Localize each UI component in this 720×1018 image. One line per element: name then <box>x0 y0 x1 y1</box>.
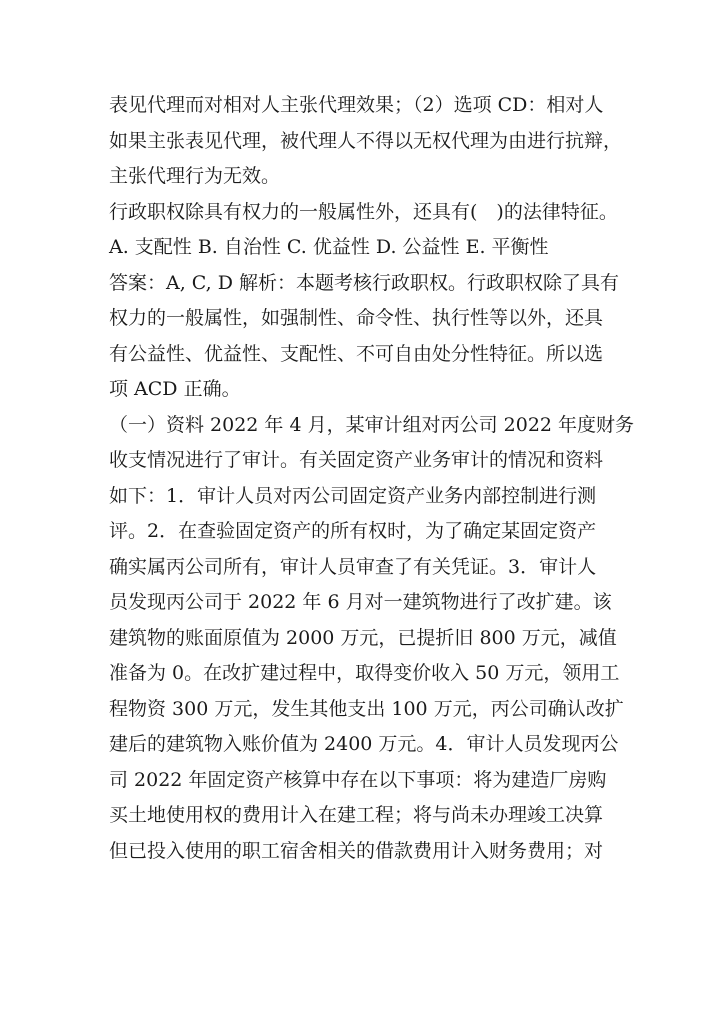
text-line: 表见代理而对相对人主张代理效果；（2）选项 CD：相对人 <box>109 94 604 116</box>
question-line: 行政职权除具有权力的一般属性外，还具有( )的法律特征。 <box>109 200 618 223</box>
text-line: 主张代理行为无效。 <box>109 165 281 187</box>
text-line: 司 2022 年固定资产核算中存在以下事项：将为建造厂房购 <box>109 768 607 791</box>
text-line: 评。2．在查验固定资产的所有权时，为了确定某固定资产 <box>109 520 597 542</box>
text-line: 建筑物的账面原值为 2000 万元，已提折旧 800 万元，减值 <box>109 626 617 649</box>
text-line: 如果主张表见代理，被代理人不得以无权代理为由进行抗辩， <box>109 129 623 152</box>
text-line: 权力的一般属性，如强制性、命令性、执行性等以外，还具 <box>109 307 604 329</box>
text-line: 收支情况进行了审计。有关固定资产业务审计的情况和资料 <box>109 449 604 471</box>
text-line: 建后的建筑物入账价值为 2400 万元。4．审计人员发现丙公 <box>109 733 619 755</box>
text-line: 员发现丙公司于 2022 年 6 月对一建筑物进行了改扩建。该 <box>109 591 612 613</box>
text-line: 准备为 0。在改扩建过程中，取得变价收入 50 万元，领用工 <box>109 662 620 684</box>
options-line: A. 支配性 B. 自治性 C. 优益性 D. 公益性 E. 平衡性 <box>109 236 549 258</box>
answer-line: 答案：A, C, D 解析：本题考核行政职权。行政职权除了具有 <box>109 271 620 294</box>
text-line: 有公益性、优益性、支配性、不可自由处分性特征。所以选 <box>109 342 604 365</box>
text-line: 项 ACD 正确。 <box>109 378 241 400</box>
text-line: 如下：1．审计人员对丙公司固定资产业务内部控制进行测 <box>109 484 597 507</box>
text-line: 买土地使用权的费用计入在建工程；将与尚未办理竣工决算 <box>109 804 604 826</box>
document-body <box>109 88 635 869</box>
text-line: 确实属丙公司所有，审计人员审查了有关凭证。3．审计人 <box>109 555 597 578</box>
case-heading-line: （一）资料 2022 年 4 月，某审计组对丙公司 2022 年度财务 <box>109 413 635 436</box>
text-line: 程物资 300 万元，发生其他支出 100 万元，丙公司确认改扩 <box>109 697 624 720</box>
text-line: 但已投入使用的职工宿舍相关的借款费用计入财务费用；对 <box>109 839 604 862</box>
